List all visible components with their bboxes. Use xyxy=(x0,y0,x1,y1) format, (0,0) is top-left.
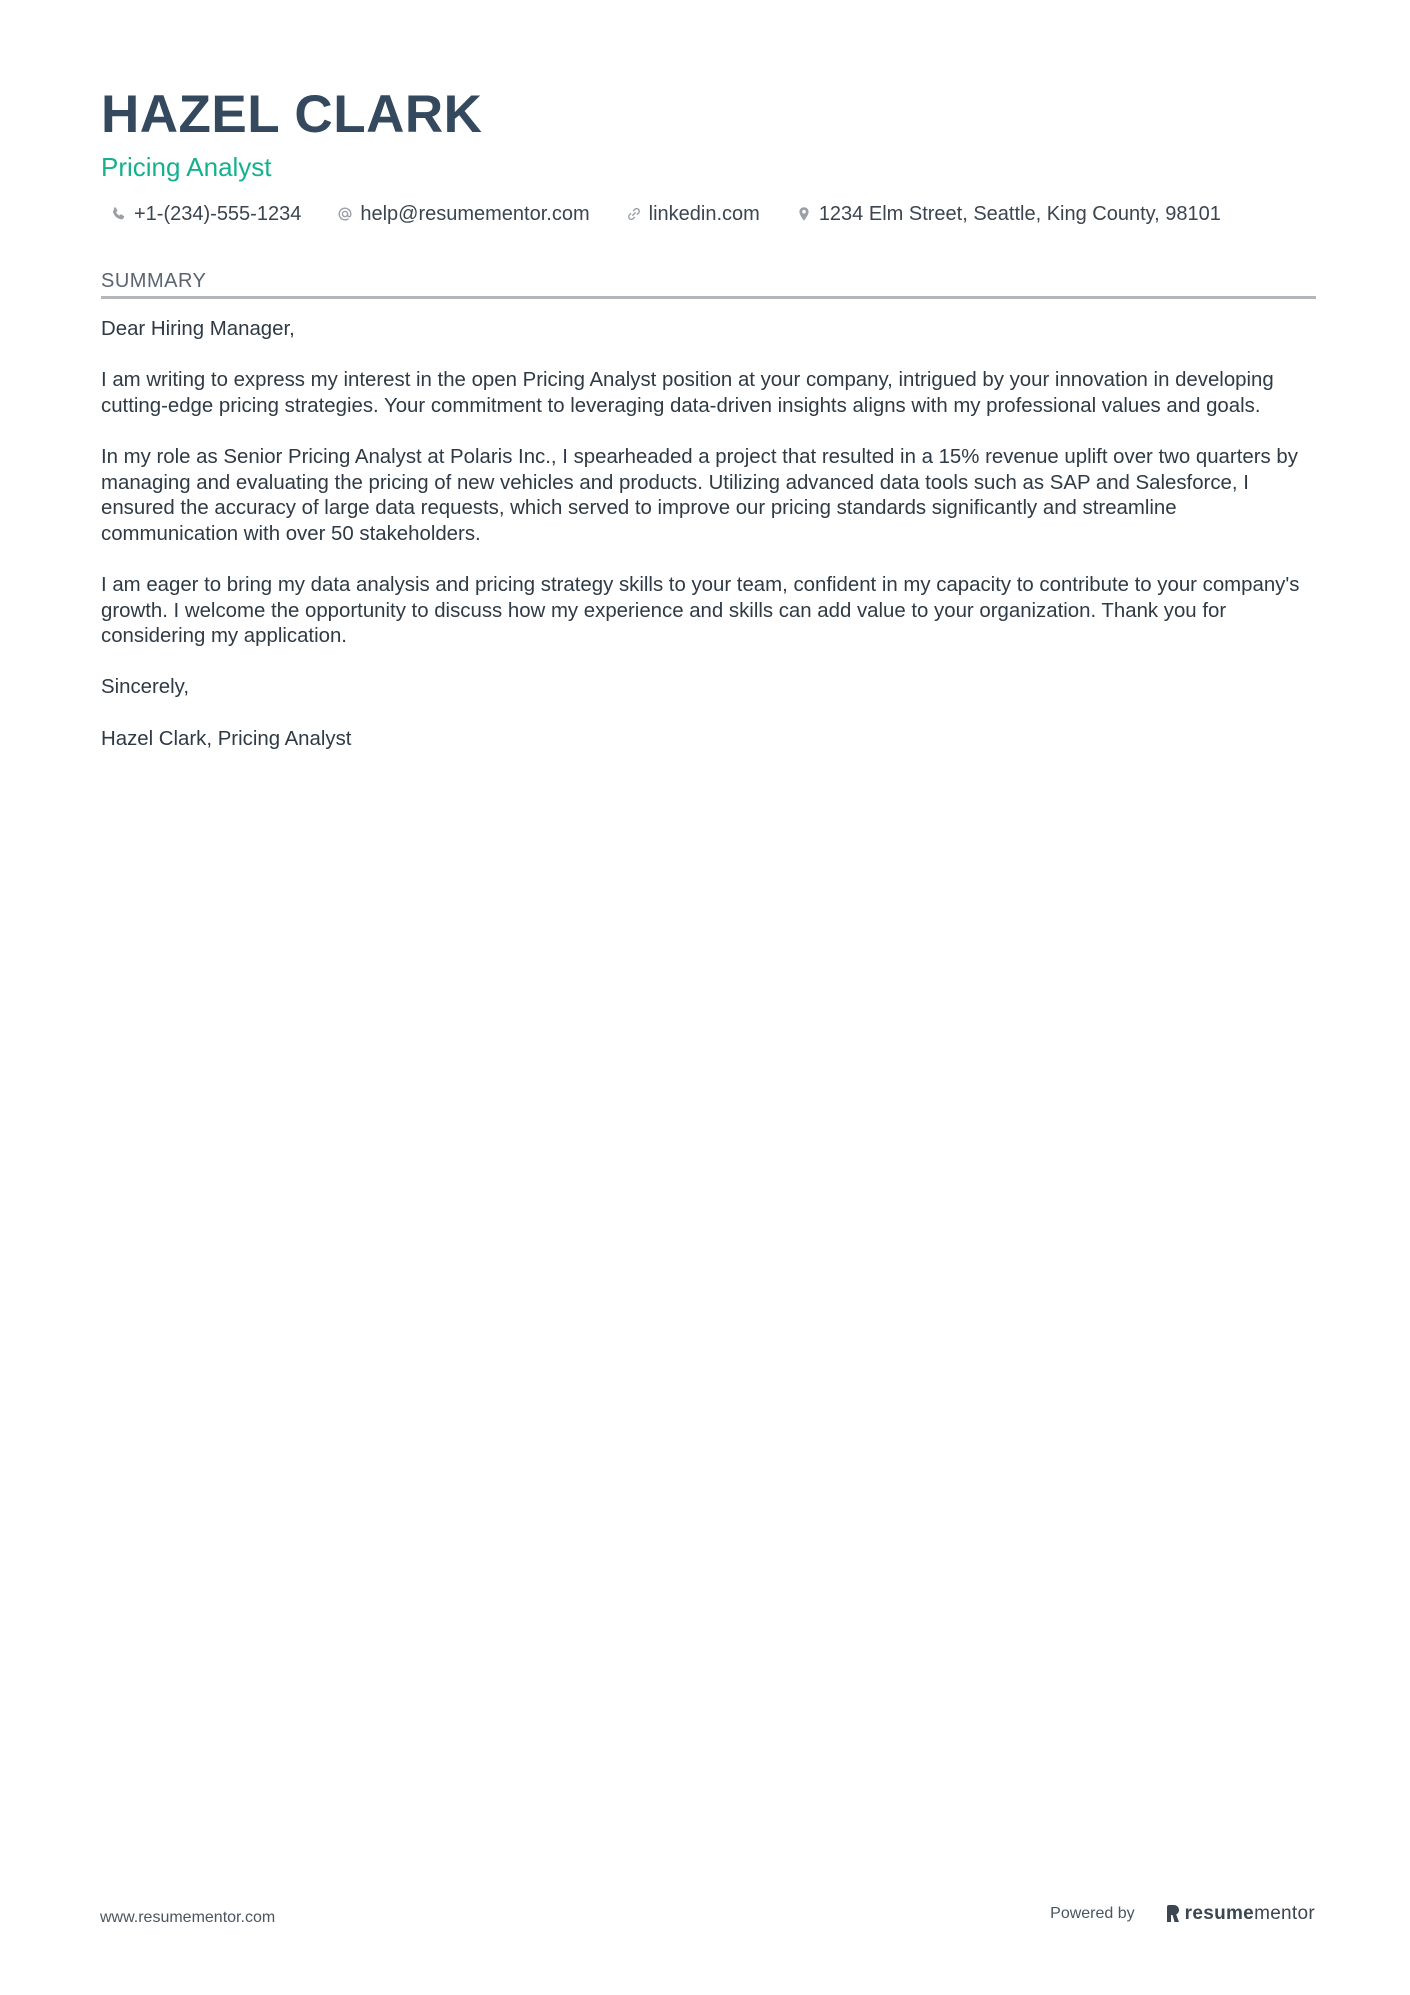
letter-greeting: Dear Hiring Manager, xyxy=(101,318,295,340)
job-title: Pricing Analyst xyxy=(101,152,272,182)
candidate-name: HAZEL CLARK xyxy=(101,85,483,144)
resume-page xyxy=(101,84,1316,778)
resumementor-logo[interactable] xyxy=(1165,1903,1315,1925)
footer-website-link[interactable]: www.resumementor.com xyxy=(100,1909,276,1926)
contact-phone xyxy=(101,200,301,228)
brand-text-part1: resume xyxy=(1184,1903,1255,1924)
link-icon xyxy=(624,204,644,224)
letter-closing: Sincerely, xyxy=(101,676,190,699)
location-pin-icon xyxy=(794,204,814,224)
contact-address xyxy=(786,200,1221,228)
email-text[interactable]: help@resumementor.com xyxy=(360,203,590,225)
phone-text: +1-(234)-555-1234 xyxy=(134,203,302,225)
letter-signature: Hazel Clark, Pricing Analyst xyxy=(101,727,352,750)
letter-paragraph: I am writing to express my interest in the open Pricing Analyst position at your company, intrigued by your innovation in developing cutting-edge pricing strategies. Your commitment to leveraging data-driven insights aligns with my professional values and goals. xyxy=(101,369,1274,417)
contact-bar xyxy=(101,200,1316,228)
powered-by-label: Powered by xyxy=(1050,1905,1135,1922)
section-heading-summary: SUMMARY xyxy=(101,270,207,292)
linkedin-text[interactable]: linkedin.com xyxy=(648,203,760,225)
letter-paragraph: In my role as Senior Pricing Analyst at Polaris Inc., I spearheaded a project that resulted in a 15% revenue uplift over two quarters by managing and evaluating the pricing of new vehicles and products. Utilizing advanced data tools such as SAP and Salesforce, I ensured the accuracy of large data requests, which served to improve our pricing standards significantly and streamline communication with over 50 stakeholders. xyxy=(101,445,1298,545)
brand-text-part2: mentor xyxy=(1254,1903,1315,1924)
contact-linkedin[interactable] xyxy=(616,200,760,228)
section-divider xyxy=(101,296,1316,299)
footer-branding xyxy=(1050,1903,1315,1925)
resumementor-logo-icon xyxy=(1165,1904,1181,1924)
cover-letter-body xyxy=(101,317,1316,752)
address-text: 1234 Elm Street, Seattle, King County, 98101 xyxy=(818,203,1221,225)
letter-paragraph: I am eager to bring my data analysis and pricing strategy skills to your team, confident in my capacity to contribute to your company's growth. I welcome the opportunity to discuss how my experience and skills can add value to your organization. Thank you for considering my application. xyxy=(101,573,1300,648)
phone-icon xyxy=(109,204,129,224)
at-icon xyxy=(335,204,355,224)
contact-email[interactable] xyxy=(327,200,589,228)
